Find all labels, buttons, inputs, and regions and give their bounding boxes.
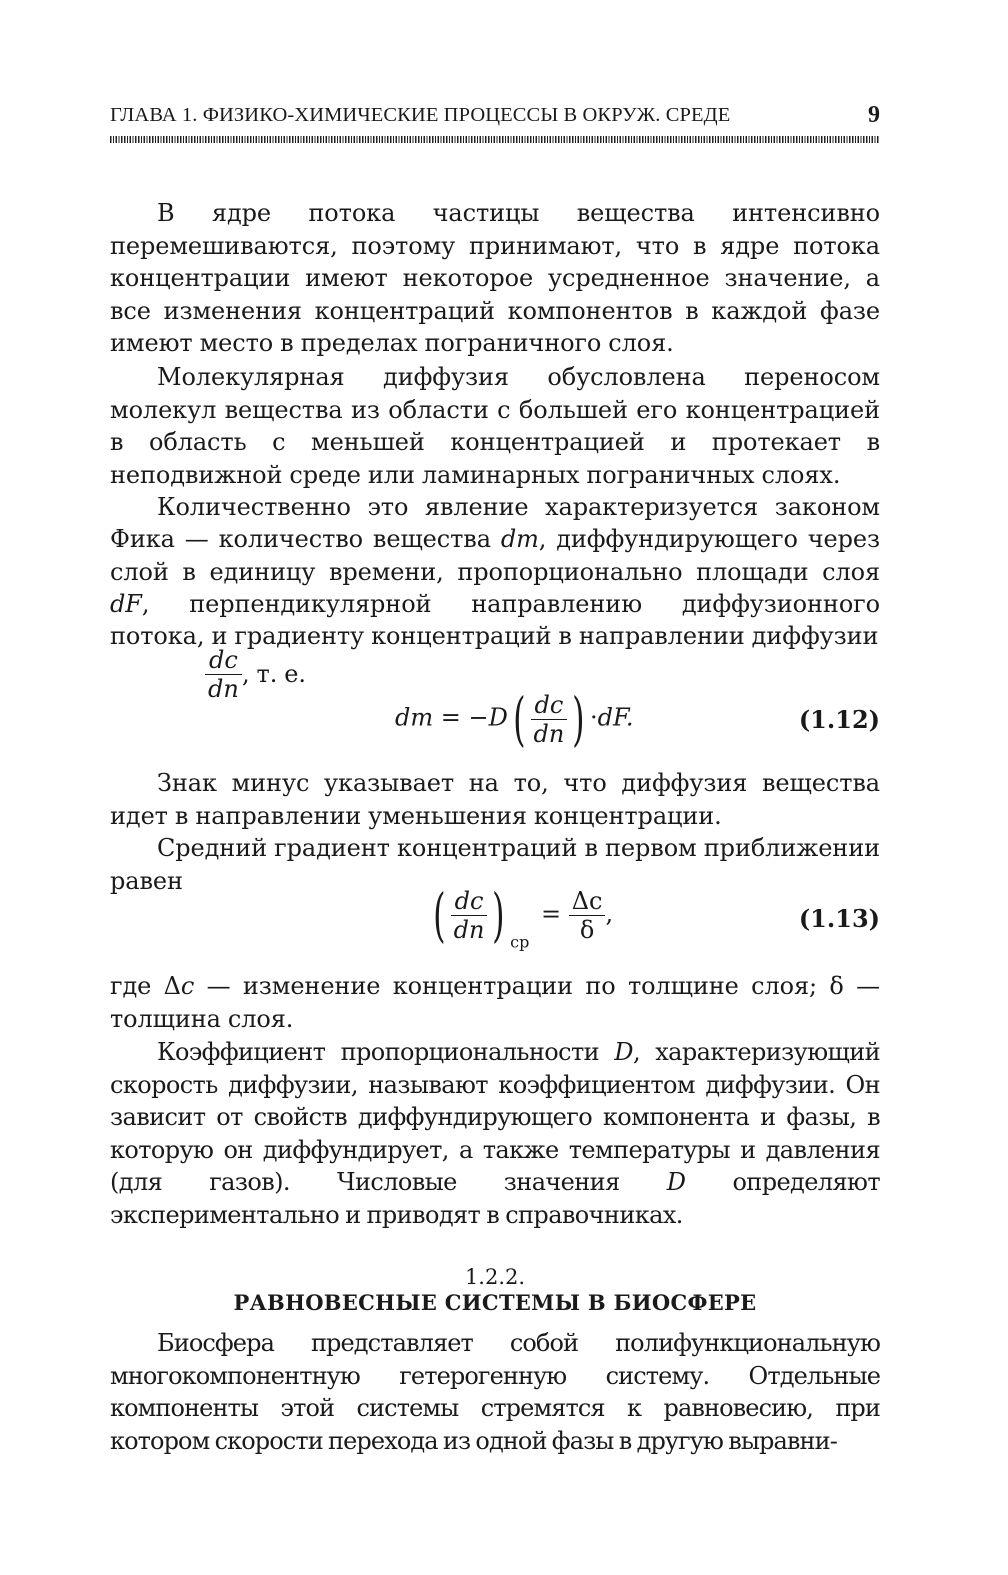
paragraph-3-text-a: Количественно это явление характеризуется законом Фика — количество вещества	[110, 493, 880, 554]
paragraph-4	[110, 767, 880, 832]
paragraph-3-tail	[242, 658, 442, 691]
paragraph-3	[110, 491, 880, 652]
eq12-fraction-numerator: dc	[531, 691, 568, 720]
header-rule	[110, 136, 880, 143]
eq12-tail: dF.	[597, 703, 634, 732]
paragraph-1	[110, 197, 880, 360]
variable-D-1: D	[614, 1038, 633, 1066]
paragraph-3-text-b: , диффундирующего через слой в единицу времени, пропорционально площади слоя	[110, 525, 880, 586]
inline-fraction-dc-dn	[205, 646, 242, 703]
eq13-rhs-fraction	[569, 887, 606, 944]
variable-dm: dm	[500, 525, 539, 554]
paragraph-3-text-d: , т. е.	[242, 660, 306, 688]
eq12-dot: ·	[589, 703, 598, 732]
variable-c: c	[180, 972, 195, 1000]
paragraph-5-text: Средний градиент концентраций в первом приближении равен	[110, 834, 880, 895]
eq12-coef: D	[488, 703, 508, 732]
eq12-fraction	[531, 691, 568, 748]
paragraph-4-text: Знак минус указывает на то, что диффузия вещества идет в направлении уменьшения концентрации.	[110, 769, 880, 830]
section-heading	[110, 1264, 880, 1316]
eq13-fraction-denominator: dn	[453, 915, 485, 944]
eq13-fraction-numerator: dc	[451, 887, 488, 916]
page-number: 9	[868, 102, 880, 128]
eq13-rhs-numerator: Δc	[569, 887, 606, 916]
eq13-right-paren: )	[492, 881, 506, 949]
equation-1-12	[395, 685, 634, 753]
paragraph-7	[110, 1036, 880, 1232]
inline-fraction	[205, 646, 242, 703]
eq12-fraction-denominator: dn	[533, 719, 565, 748]
eq13-subscript: ср	[510, 932, 530, 952]
variable-dF: dF	[110, 589, 142, 618]
equation-1-13	[428, 881, 614, 952]
eq12-right-paren: )	[572, 685, 585, 753]
paragraph-7-text-b: , характеризующий скорость диффузии, называют коэффициентом диффузии. Он зависит от свойств диффундирующего компонента и фазы, в которую он диффундирует, а также температуры и давления (для газов). Числовые значения	[110, 1038, 880, 1197]
eq12-lhs: dm	[395, 703, 434, 732]
section-title: РАВНОВЕСНЫЕ СИСТЕМЫ В БИОСФЕРЕ	[233, 1290, 757, 1315]
eq12-left-paren: (	[512, 685, 526, 753]
equation-number-1-12: (1.12)	[798, 705, 880, 734]
paragraph-6-text-b: — изменение концентрации по толщине слоя; δ — толщина слоя.	[110, 972, 880, 1033]
running-title: ГЛАВА 1. ФИЗИКО-ХИМИЧЕСКИЕ ПРОЦЕССЫ В ОКРУЖ. СРЕДЕ	[110, 104, 731, 126]
eq13-rhs-denominator: δ	[579, 915, 595, 944]
eq13-fraction	[451, 887, 488, 944]
paragraph-6-text-a: где Δ	[110, 972, 181, 1000]
paragraph-8-text: Биосфера представляет собой полифункциональную многокомпонентную гетерогенную систему. Отдельные компоненты этой системы стремятся к равновесию, при котором скорости перехода из одной фазы в другую выравни-	[110, 1329, 880, 1455]
eq13-equals: =	[540, 899, 562, 928]
paragraph-7-text-a: Коэффициент пропорциональности	[157, 1038, 615, 1066]
paragraph-2	[110, 361, 880, 491]
paragraph-7-text-c: определяют экспериментально и приводят в справочниках.	[110, 1168, 880, 1229]
section-number: 1.2.2.	[464, 1265, 526, 1289]
paragraph-6	[110, 970, 880, 1035]
variable-D-2: D	[666, 1168, 686, 1197]
eq12-equals-minus: = −	[440, 703, 489, 732]
inline-fraction-numerator: dc	[205, 646, 242, 675]
equation-number-1-13: (1.13)	[798, 904, 880, 933]
inline-fraction-denominator: dn	[208, 675, 239, 703]
paragraph-1-text: В ядре потока частицы вещества интенсивно перемешиваются, поэтому принимают, что в ядре потока концентрации имеют некоторое усредненное значение, а все изменения концентраций компонентов в каждой фазе имеют место в пределах пограничного слоя.	[110, 199, 880, 358]
eq13-comma: ,	[605, 899, 614, 928]
running-head	[110, 104, 880, 134]
paragraph-3-text-c: , перпендикулярной направлению диффузионного потока, и градиенту концентраций в направлении диффузии	[110, 589, 880, 651]
eq13-left-paren: (	[433, 881, 446, 949]
paragraph-8	[110, 1327, 880, 1457]
paragraph-2-text: Молекулярная диффузия обусловлена переносом молекул вещества из области с большей его концентрацией в область с меньшей концентрацией и протекает в неподвижной среде или ламинарных пограничных слоях.	[110, 363, 880, 489]
